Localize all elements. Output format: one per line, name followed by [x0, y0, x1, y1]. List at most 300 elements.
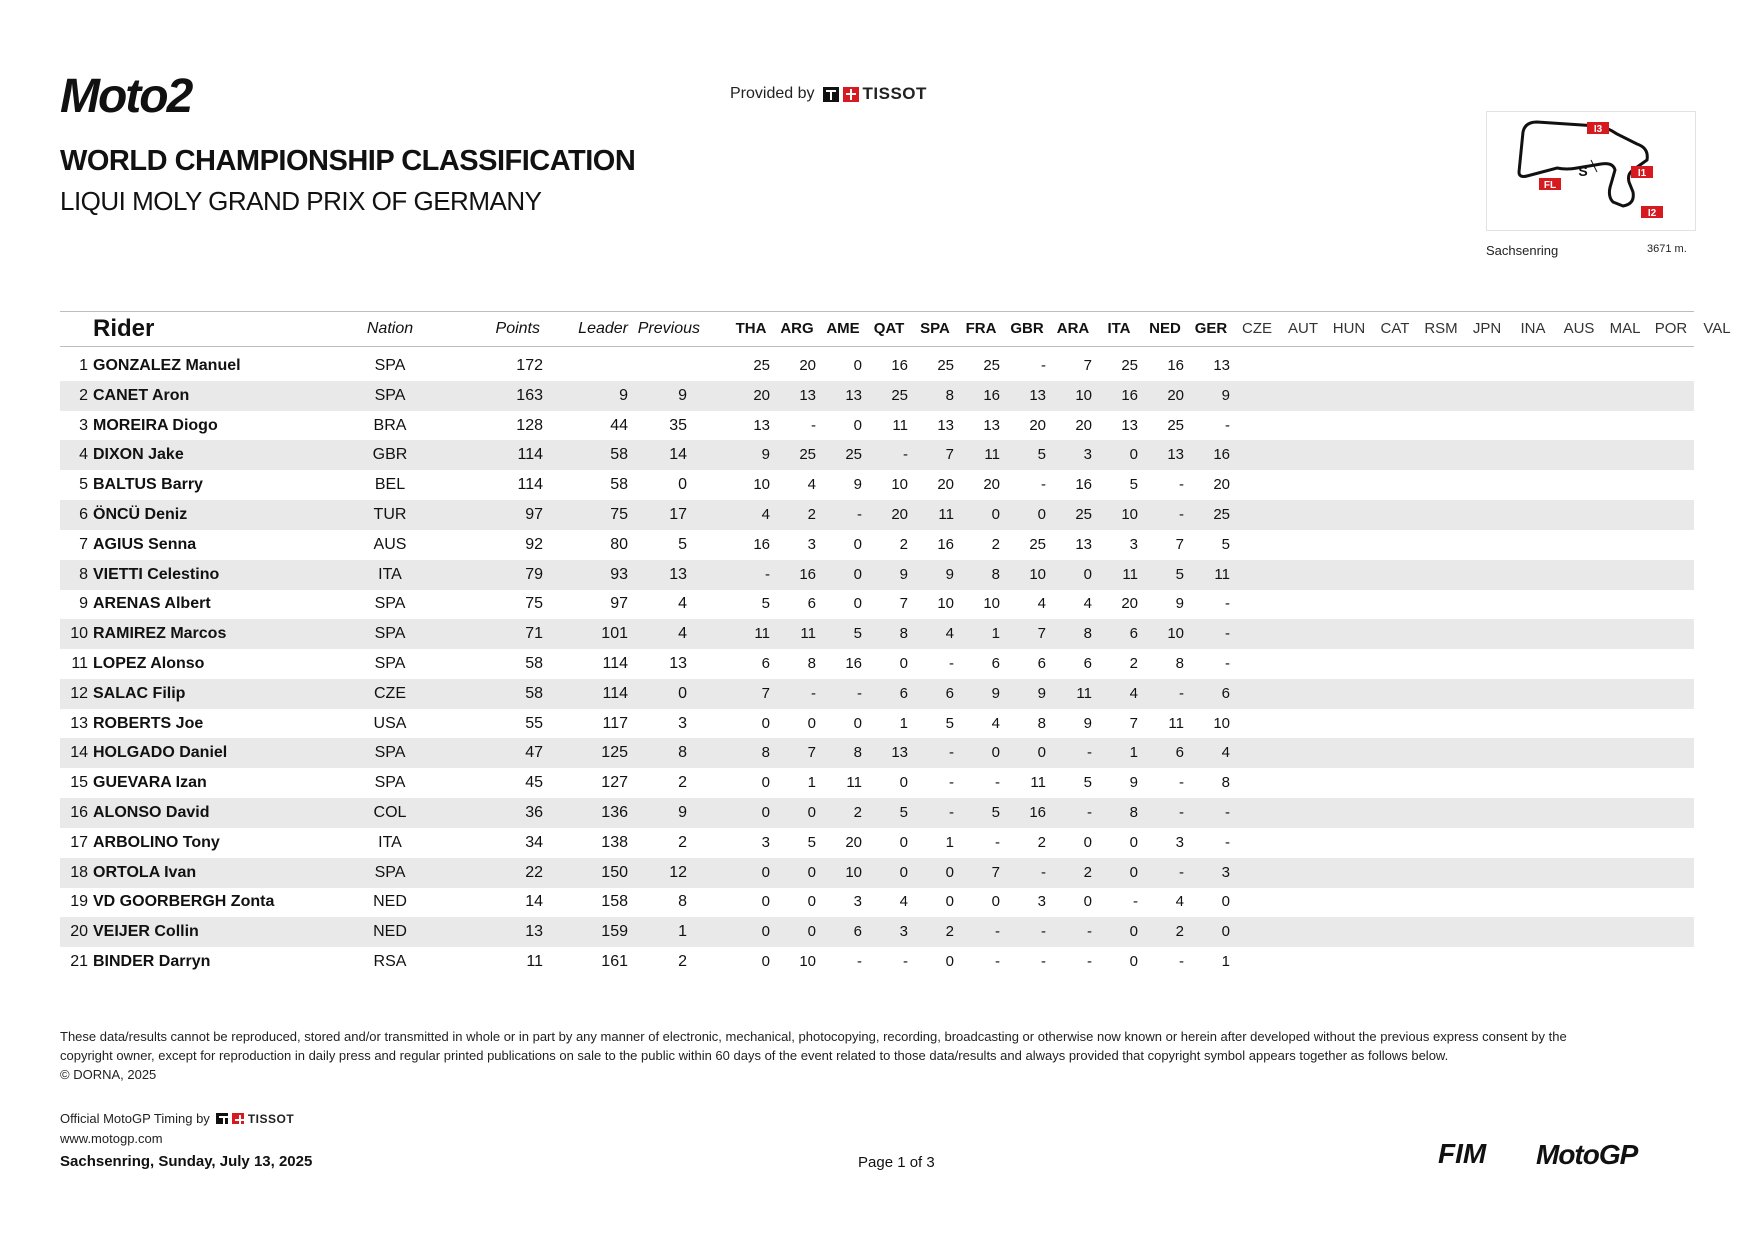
rider-points: 36	[525, 804, 543, 821]
race-result-fra: 11	[984, 446, 1000, 464]
table-row	[60, 709, 1694, 739]
disclaimer-line-2: copyright owner, except for reproduction in daily press and regular printed publications on sale to the public within 60 days of the event related to those data/results and always provided that copyright symbol appears together as follows below.	[60, 1048, 1449, 1063]
race-result-tha: 4	[761, 506, 770, 523]
rider-gap-previous: 9	[678, 804, 687, 821]
race-result-ame: 3	[853, 893, 862, 911]
race-result-ita: 20	[1121, 595, 1138, 613]
rider-name: ARENAS Albert	[93, 595, 211, 613]
race-result-spa: 7	[945, 446, 954, 464]
fim-logo	[1436, 1137, 1506, 1169]
rider-gap-previous: 5	[678, 535, 687, 553]
race-result-spa: -	[949, 804, 954, 821]
race-result-gbr: -	[1041, 923, 1046, 941]
race-result-ara: -	[1087, 744, 1092, 762]
rider-position: 20	[70, 923, 88, 941]
race-result-gbr: 11	[1030, 774, 1046, 792]
race-result-ned: -	[1179, 774, 1184, 792]
race-result-ned: 4	[1175, 893, 1184, 911]
table-row	[60, 679, 1694, 709]
race-result-fra: 4	[991, 714, 1000, 732]
race-result-ned: 20	[1167, 386, 1184, 404]
rider-gap-leader: 114	[602, 684, 628, 702]
rider-name: ÖNCÜ Deniz	[93, 506, 188, 523]
rider-nation: SPA	[374, 774, 406, 792]
rider-position: 17	[70, 833, 88, 851]
race-result-ita: 0	[1129, 446, 1138, 464]
race-result-tha: 8	[761, 744, 770, 762]
rider-points: 97	[525, 506, 543, 523]
rider-gap-leader: 150	[601, 863, 628, 881]
race-result-ara: 4	[1083, 595, 1092, 613]
race-result-ned: -	[1179, 863, 1184, 881]
race-result-ger: 10	[1213, 714, 1230, 732]
official-timing	[60, 1111, 294, 1126]
race-result-ame: 0	[853, 357, 862, 374]
table-row	[60, 738, 1694, 768]
race-result-tha: 0	[761, 953, 770, 970]
race-result-ned: 5	[1175, 565, 1184, 583]
header-race-qat: QAT	[873, 320, 905, 337]
race-result-tha: 16	[753, 535, 770, 553]
race-result-fra: 20	[983, 476, 1000, 494]
race-result-ara: 0	[1083, 565, 1092, 583]
race-result-qat: 16	[891, 357, 908, 374]
table-row	[60, 500, 1694, 530]
race-result-tha: 13	[753, 416, 770, 434]
race-result-tha: 3	[761, 833, 770, 851]
race-result-tha: 0	[761, 714, 770, 732]
race-result-spa: 25	[937, 357, 954, 374]
race-result-qat: 0	[899, 774, 908, 792]
race-result-spa: 10	[937, 595, 954, 613]
race-result-qat: 5	[899, 804, 908, 821]
website-link[interactable]: www.motogp.com	[60, 1131, 163, 1146]
race-result-qat: 8	[899, 625, 908, 643]
race-result-ita: 8	[1129, 804, 1138, 821]
race-result-ger: 0	[1221, 893, 1230, 911]
race-result-fra: 6	[991, 655, 1000, 672]
table-row	[60, 619, 1694, 649]
tissot-footer-text: TISSOT	[247, 1111, 295, 1126]
race-result-ara: 16	[1075, 476, 1092, 494]
table-row	[60, 828, 1694, 858]
race-result-ger: 5	[1221, 535, 1230, 553]
race-result-ara: -	[1087, 923, 1092, 941]
race-result-ned: 6	[1175, 744, 1184, 762]
header-points: Points	[495, 320, 540, 337]
race-result-qat: 20	[891, 506, 908, 523]
race-result-qat: 0	[899, 655, 908, 672]
page-title: WORLD CHAMPIONSHIP CLASSIFICATION	[60, 145, 636, 177]
rider-name: ROBERTS Joe	[93, 714, 204, 732]
race-result-arg: 8	[807, 655, 816, 672]
race-result-ara: 6	[1083, 655, 1092, 672]
race-result-spa: 1	[945, 833, 954, 851]
rider-gap-previous: 35	[669, 416, 687, 434]
race-result-ita: 13	[1121, 416, 1138, 434]
race-result-ger: -	[1225, 625, 1230, 643]
rider-position: 11	[71, 655, 88, 672]
rider-gap-leader: 125	[601, 744, 628, 762]
header-race-ame: AME	[826, 320, 860, 337]
rider-position: 6	[79, 506, 88, 523]
race-result-ned: 10	[1167, 625, 1184, 643]
rider-gap-previous: 1	[678, 923, 687, 941]
rider-name: LOPEZ Alonso	[93, 655, 205, 672]
race-result-arg: 0	[807, 923, 816, 941]
rider-gap-leader: 117	[602, 714, 628, 732]
rider-name: BALTUS Barry	[93, 476, 203, 494]
race-result-fra: 5	[991, 804, 1000, 821]
race-result-ger: -	[1225, 804, 1230, 821]
header-rider: Rider	[93, 315, 155, 342]
table-row	[60, 649, 1694, 679]
rider-gap-leader: 44	[610, 416, 628, 434]
rider-nation: SPA	[374, 863, 406, 881]
rider-points: 128	[516, 416, 543, 434]
race-result-ita: 4	[1129, 684, 1138, 702]
race-result-spa: -	[949, 744, 954, 762]
race-result-arg: 2	[807, 506, 816, 523]
race-result-arg: -	[811, 684, 816, 702]
race-result-tha: 6	[761, 655, 770, 672]
race-result-tha: 11	[754, 625, 770, 643]
rider-gap-leader: 58	[610, 446, 628, 464]
race-result-arg: 0	[807, 893, 816, 911]
race-result-ara: 0	[1083, 833, 1092, 851]
race-result-ger: 16	[1213, 446, 1230, 464]
race-result-ita: 1	[1129, 744, 1138, 762]
race-result-gbr: 5	[1037, 446, 1046, 464]
race-result-ara: 13	[1075, 535, 1092, 553]
rider-gap-previous: 2	[678, 833, 687, 851]
race-result-spa: -	[949, 655, 954, 672]
race-result-ara: 25	[1075, 506, 1092, 523]
race-result-ger: -	[1225, 833, 1230, 851]
rider-nation: NED	[373, 893, 407, 911]
race-result-tha: 0	[761, 804, 770, 821]
table-row	[60, 947, 1694, 977]
race-result-arg: 6	[807, 595, 816, 613]
race-result-fra: 0	[991, 744, 1000, 762]
table-row	[60, 917, 1694, 947]
race-result-tha: 5	[761, 595, 770, 613]
rider-points: 11	[526, 953, 543, 970]
race-result-fra: 9	[991, 684, 1000, 702]
race-result-arg: 1	[807, 774, 816, 792]
race-result-fra: 10	[983, 595, 1000, 613]
copyright-notice: © DORNA, 2025	[60, 1067, 157, 1082]
rider-name: ALONSO David	[93, 804, 210, 821]
race-result-ger: 6	[1221, 684, 1230, 702]
race-result-ara: 10	[1075, 386, 1092, 404]
header-race-arg: ARG	[780, 320, 814, 337]
race-result-spa: 13	[937, 416, 954, 434]
rider-points: 47	[525, 744, 543, 762]
rider-points: 92	[525, 535, 543, 553]
race-result-fra: 0	[991, 893, 1000, 911]
race-result-ger: -	[1225, 595, 1230, 613]
race-result-ame: 9	[853, 476, 862, 494]
race-result-ned: 9	[1175, 595, 1184, 613]
race-result-fra: 2	[991, 535, 1000, 553]
race-result-spa: 8	[945, 386, 954, 404]
race-result-gbr: 7	[1037, 625, 1046, 643]
svg-text:FL: FL	[1543, 180, 1557, 191]
race-result-arg: 7	[807, 744, 816, 762]
race-result-arg: 11	[800, 625, 816, 643]
header-race-spa: SPA	[920, 320, 950, 337]
race-result-ned: 25	[1167, 416, 1184, 434]
race-result-arg: 20	[799, 357, 816, 374]
svg-text:I2: I2	[1647, 208, 1657, 219]
race-result-arg: 3	[807, 535, 816, 553]
race-result-ita: 7	[1129, 714, 1138, 732]
rider-gap-previous: 9	[678, 386, 687, 404]
race-result-ger: 3	[1221, 863, 1230, 881]
race-result-gbr: -	[1041, 357, 1046, 374]
rider-nation: CZE	[374, 684, 406, 702]
page-subtitle: LIQUI MOLY GRAND PRIX OF GERMANY	[60, 186, 542, 216]
rider-name: SALAC Filip	[93, 684, 186, 702]
race-result-qat: 0	[899, 833, 908, 851]
table-row	[60, 858, 1694, 888]
race-result-spa: 4	[945, 625, 954, 643]
race-result-ame: 8	[853, 744, 862, 762]
official-timing-label: Official MotoGP Timing by	[60, 1111, 210, 1126]
race-result-tha: 9	[761, 446, 770, 464]
rider-gap-leader: 101	[601, 625, 628, 643]
race-result-gbr: 13	[1029, 386, 1046, 404]
race-result-ame: -	[857, 684, 862, 702]
rider-gap-previous: 13	[669, 655, 687, 672]
rider-position: 2	[79, 386, 88, 404]
race-result-qat: 6	[899, 684, 908, 702]
rider-points: 55	[525, 714, 543, 732]
race-result-spa: 11	[938, 506, 954, 523]
race-result-gbr: 25	[1029, 535, 1046, 553]
race-result-spa: 6	[945, 684, 954, 702]
rider-gap-leader: 75	[610, 506, 628, 523]
race-result-qat: 1	[899, 714, 908, 732]
race-result-spa: 16	[937, 535, 954, 553]
table-row	[60, 351, 1694, 381]
provided-by-label: Provided by	[730, 85, 815, 102]
race-result-spa: 0	[945, 893, 954, 911]
tissot-cross-icon	[843, 87, 859, 102]
header-race-rsm: RSM	[1424, 320, 1458, 337]
rider-position: 19	[70, 893, 88, 911]
rider-nation: SPA	[374, 655, 406, 672]
race-result-spa: -	[949, 774, 954, 792]
race-result-ara: 0	[1083, 893, 1092, 911]
race-result-ame: 0	[853, 714, 862, 732]
race-result-arg: 16	[799, 565, 816, 583]
header-race-ned: NED	[1149, 320, 1181, 337]
page-number: Page 1 of 3	[858, 1154, 935, 1171]
race-result-gbr: 10	[1029, 565, 1046, 583]
race-result-fra: 16	[983, 386, 1000, 404]
rider-gap-leader: 127	[601, 774, 628, 792]
race-result-ned: 8	[1175, 655, 1184, 672]
race-result-ger: 9	[1221, 386, 1230, 404]
track-outline-icon	[1487, 112, 1695, 230]
table-header-rule	[60, 346, 1694, 347]
race-result-ame: 5	[853, 625, 862, 643]
race-result-tha: 10	[753, 476, 770, 494]
race-result-tha: 0	[761, 893, 770, 911]
race-result-ame: -	[857, 506, 862, 523]
rider-gap-previous: 4	[678, 595, 687, 613]
race-result-gbr: 0	[1037, 506, 1046, 523]
rider-name: MOREIRA Diogo	[93, 416, 218, 434]
race-result-ger: -	[1225, 416, 1230, 434]
svg-text:FIM: FIM	[1438, 1138, 1487, 1169]
race-result-ame: 2	[853, 804, 862, 821]
race-result-ara: 7	[1083, 357, 1092, 374]
race-result-qat: 9	[899, 565, 908, 583]
race-result-ame: 0	[853, 595, 862, 613]
rider-points: 22	[525, 863, 543, 881]
race-result-fra: -	[995, 774, 1000, 792]
race-result-ame: 20	[845, 833, 862, 851]
header-race-cze: CZE	[1242, 320, 1272, 337]
rider-gap-leader: 80	[610, 535, 628, 553]
rider-position: 15	[70, 774, 88, 792]
race-result-qat: 4	[899, 893, 908, 911]
header-race-por: POR	[1654, 320, 1688, 337]
table-row	[60, 560, 1694, 590]
rider-nation: COL	[373, 804, 407, 821]
rider-gap-leader: 161	[601, 953, 628, 970]
header-race-ger: GER	[1194, 320, 1228, 337]
rider-gap-leader: 138	[601, 833, 628, 851]
rider-position: 3	[79, 416, 88, 434]
table-row	[60, 440, 1694, 470]
race-result-ame: 25	[845, 446, 862, 464]
race-result-ara: 9	[1083, 714, 1092, 732]
race-result-gbr: 9	[1037, 684, 1046, 702]
header-race-hun: HUN	[1332, 320, 1366, 337]
rider-gap-previous: 0	[678, 684, 687, 702]
race-result-qat: 3	[899, 923, 908, 941]
race-result-spa: 5	[945, 714, 954, 732]
track-length: 3671 m.	[1647, 243, 1687, 255]
tissot-logo-text: TISSOT	[862, 84, 927, 103]
rider-name: GONZALEZ Manuel	[93, 357, 241, 374]
race-result-ita: -	[1133, 893, 1138, 911]
race-result-ned: 16	[1167, 357, 1184, 374]
motogp-logo	[1536, 1138, 1682, 1170]
rider-points: 45	[525, 774, 543, 792]
race-result-tha: 25	[753, 357, 770, 374]
rider-points: 75	[525, 595, 543, 613]
race-result-fra: -	[995, 953, 1000, 970]
race-result-tha: 7	[761, 684, 770, 702]
track-map	[1486, 111, 1696, 231]
rider-gap-previous: 3	[678, 714, 687, 732]
table-row	[60, 589, 1694, 619]
rider-gap-previous	[627, 351, 687, 381]
race-result-ned: 3	[1175, 833, 1184, 851]
rider-points: 14	[525, 893, 543, 911]
race-result-ara: 8	[1083, 625, 1092, 643]
rider-position: 9	[79, 595, 88, 613]
rider-nation: SPA	[374, 357, 406, 374]
moto2-logo	[60, 72, 300, 118]
race-result-ned: -	[1179, 804, 1184, 821]
table-row	[60, 381, 1694, 411]
table-row	[60, 798, 1694, 828]
race-result-ger: 11	[1214, 565, 1230, 583]
race-result-arg: 0	[807, 804, 816, 821]
rider-name: VEIJER Collin	[93, 923, 199, 941]
header-race-fra: FRA	[965, 320, 997, 337]
race-result-ame: 13	[845, 386, 862, 404]
rider-position: 14	[70, 744, 88, 762]
header-race-ara: ARA	[1056, 320, 1090, 337]
rider-gap-previous: 17	[669, 506, 687, 523]
rider-nation: TUR	[373, 506, 407, 523]
rider-position: 10	[70, 625, 88, 643]
rider-points: 71	[525, 625, 543, 643]
race-result-spa: 20	[937, 476, 954, 494]
svg-text:MotoGP: MotoGP	[1536, 1139, 1638, 1170]
table-row	[60, 411, 1694, 441]
race-result-ara: 11	[1076, 684, 1092, 702]
race-result-qat: 7	[899, 595, 908, 613]
rider-position: 1	[79, 357, 88, 374]
race-result-ara: -	[1087, 804, 1092, 821]
rider-nation: SPA	[374, 595, 406, 613]
header-race-aut: AUT	[1288, 320, 1318, 337]
rider-name: CANET Aron	[93, 386, 190, 404]
rider-nation: NED	[373, 923, 407, 941]
rider-gap-previous: 0	[678, 476, 687, 494]
race-result-ned: 11	[1168, 714, 1184, 732]
table-row	[60, 470, 1694, 500]
rider-name: AGIUS Senna	[93, 535, 197, 553]
race-result-ame: 10	[845, 863, 862, 881]
tissot-footer-logo	[216, 1112, 294, 1126]
tissot-t-icon	[823, 87, 839, 102]
race-result-fra: 1	[991, 625, 1000, 643]
venue-date: Sachsenring, Sunday, July 13, 2025	[60, 1153, 313, 1170]
rider-name: VIETTI Celestino	[93, 565, 220, 583]
header-race-tha: THA	[735, 320, 767, 337]
race-result-gbr: 3	[1037, 893, 1046, 911]
race-result-qat: 13	[891, 744, 908, 762]
race-result-fra: 25	[983, 357, 1000, 374]
rider-position: 13	[70, 714, 88, 732]
race-result-spa: 0	[945, 863, 954, 881]
rider-points: 58	[525, 684, 543, 702]
race-result-ned: -	[1179, 953, 1184, 970]
race-result-qat: 0	[899, 863, 908, 881]
race-result-gbr: 4	[1037, 595, 1046, 613]
table-row	[60, 887, 1694, 917]
svg-text:I1: I1	[1637, 168, 1647, 179]
rider-gap-previous: 4	[678, 625, 687, 643]
rider-position: 16	[70, 804, 88, 821]
rider-gap-leader: 158	[601, 893, 628, 911]
rider-name: GUEVARA Izan	[93, 774, 207, 792]
rider-gap-leader: 159	[601, 923, 628, 941]
header-race-ina: INA	[1520, 320, 1546, 337]
rider-gap-previous: 8	[678, 744, 687, 762]
race-result-tha: 0	[761, 774, 770, 792]
race-result-ger: 1	[1221, 953, 1230, 970]
